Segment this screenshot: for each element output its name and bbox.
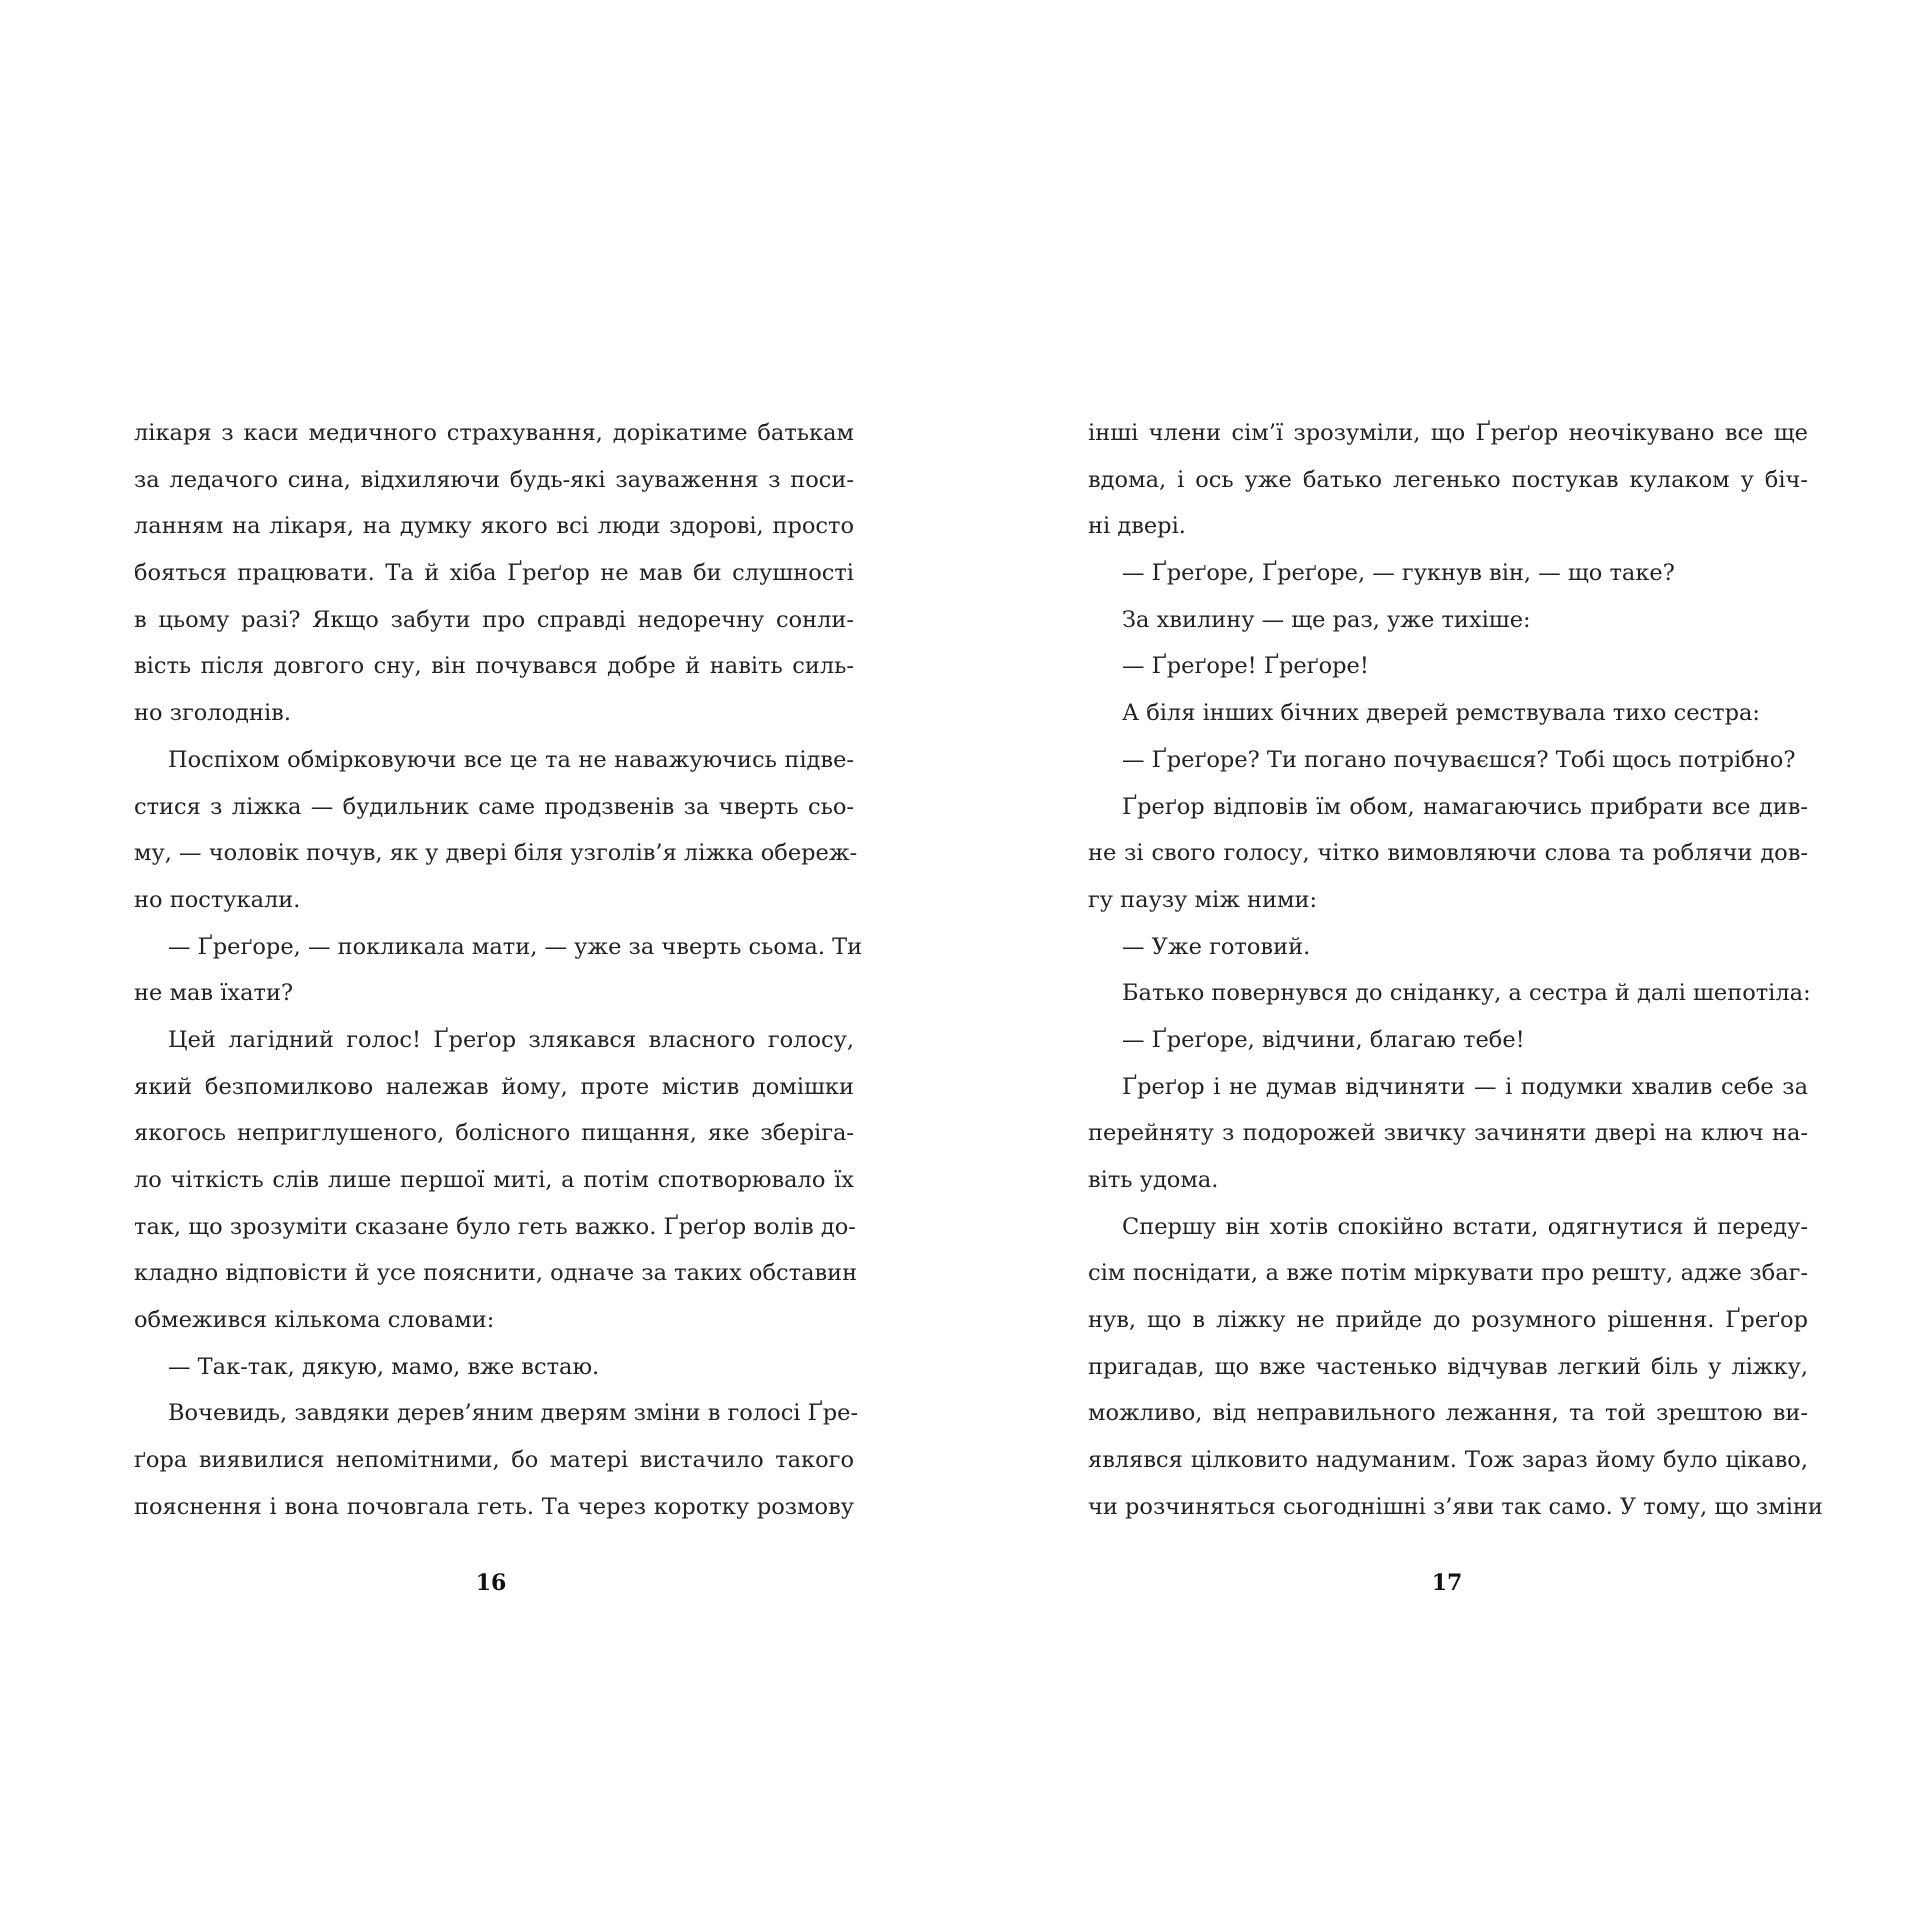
text-line: інші члени сім’ї зрозуміли, що Ґреґор неочікувано все ще — [1088, 420, 1808, 446]
text-line: можливо, від неправильного лежання, та той зрештою ви- — [1088, 1400, 1808, 1427]
text-line: пригадав, що вже частенько відчував легкий біль у ліжку, — [1088, 1353, 1808, 1380]
text-line: нув, що в ліжку не прийде до розумного рішення. Ґреґор — [1088, 1307, 1808, 1334]
text-line: вдома, і ось уже батько легенько постукав кулаком у біч- — [1088, 466, 1808, 493]
text-line: — Ґреґоре! Ґреґоре! — [1122, 653, 1369, 680]
text-line: Вочевидь, завдяки дерев’яним дверям зміни в голосі Ґре- — [168, 1400, 859, 1427]
text-line: в цьому разі? Якщо забути про справді недоречну сонли- — [134, 606, 854, 633]
text-line: — Ґреґоре, Ґреґоре, — гукнув він, — що таке? — [1122, 560, 1675, 587]
text-line: ло чіткість слів лише першої миті, а потім спотворювало їх — [134, 1167, 854, 1193]
text-line: — Ґреґоре? Ти погано почуваєшся? Тобі щось потрібно? — [1122, 746, 1796, 773]
text-line: сім поснідати, а вже потім міркувати про решту, адже збаг- — [1088, 1260, 1808, 1287]
left-page-text — [134, 410, 863, 1531]
text-line: стися з ліжка — будильник саме продзвенів за чверть сьо- — [134, 793, 854, 820]
text-line: лікаря з каси медичного страхування, дорікатиме батькам — [134, 420, 854, 446]
text-line: Батько повернувся до сніданку, а сестра й далі шепотіла: — [1122, 980, 1811, 1007]
text-line: За хвилину — ще раз, уже тихіше: — [1122, 606, 1531, 633]
text-line: — Уже готовий. — [1122, 933, 1311, 960]
text-line: вість після довгого сну, він почувався добре й навіть силь- — [134, 653, 854, 680]
text-line: не зі свого голосу, чітко вимовляючи слова та роблячи дов- — [1088, 840, 1808, 867]
text-line: чи розчиняться сьогоднішні з’яви так само. У тому, що зміни — [1088, 1493, 1823, 1520]
text-line: так, що зрозуміти сказане було геть важко. Ґреґор волів до- — [134, 1213, 856, 1240]
text-line: — Ґреґоре, — покликала мати, — уже за чверть сьома. Ти — [168, 933, 863, 960]
text-line: якогось неприглушеного, болісного пищання, яке зберіга- — [134, 1120, 854, 1147]
text-line: віть удома. — [1088, 1167, 1219, 1193]
text-line: Ґреґор і не думав відчиняти — і подумки хвалив себе за — [1122, 1073, 1808, 1100]
text-line: кладно відповісти й усе пояснити, одначе за таких обставин — [134, 1260, 858, 1287]
right-page-number: 17 — [1431, 1570, 1463, 1596]
text-line: но постукали. — [134, 886, 301, 913]
text-line: обмежився кількома словами: — [134, 1307, 495, 1334]
text-line: не мав їхати? — [134, 980, 294, 1007]
text-line: перейняту з подорожей звичку зачиняти двері на ключ на- — [1088, 1120, 1808, 1147]
text-line: ґора виявилися непомітними, бо матері вистачило такого — [134, 1447, 854, 1474]
text-line: — Ґреґоре, відчини, благаю тебе! — [1122, 1026, 1525, 1053]
text-line: но зголоднів. — [134, 700, 292, 727]
text-line: Ґреґор відповів їм обом, намагаючись прибрати все див- — [1122, 793, 1808, 820]
text-line: являвся цілковито надуманим. Тож зараз йому було цікаво, — [1088, 1447, 1808, 1474]
text-line: Цей лагідний голос! Ґреґор злякався власного голосу, — [168, 1026, 854, 1053]
text-line: му, — чоловік почув, як у двері біля узголів’я ліжка обереж- — [134, 840, 858, 867]
text-line: Спершу він хотів спокійно встати, одягнутися й переду- — [1122, 1213, 1808, 1240]
left-page-number: 16 — [475, 1570, 507, 1596]
text-line: за ледачого сина, відхиляючи будь-які зауваження з поси- — [134, 466, 854, 493]
right-page-text — [1088, 410, 1823, 1531]
text-line: ланням на лікаря, на думку якого всі люди здорові, просто — [134, 513, 854, 540]
text-line: ні двері. — [1088, 513, 1186, 540]
text-line: гу паузу між ними: — [1088, 886, 1318, 913]
text-line: пояснення і вона почовгала геть. Та через коротку розмову — [134, 1493, 854, 1520]
text-line: Поспіхом обмірковуючи все це та не наважуючись підве- — [168, 746, 854, 773]
text-line: бояться працювати. Та й хіба Ґреґор не мав би слушності — [134, 560, 854, 587]
text-line: — Так-так, дякую, мамо, вже встаю. — [168, 1353, 600, 1380]
text-line: А біля інших бічних дверей ремствувала тихо сестра: — [1122, 700, 1760, 727]
text-line: який безпомилково належав йому, проте містив домішки — [134, 1073, 854, 1100]
